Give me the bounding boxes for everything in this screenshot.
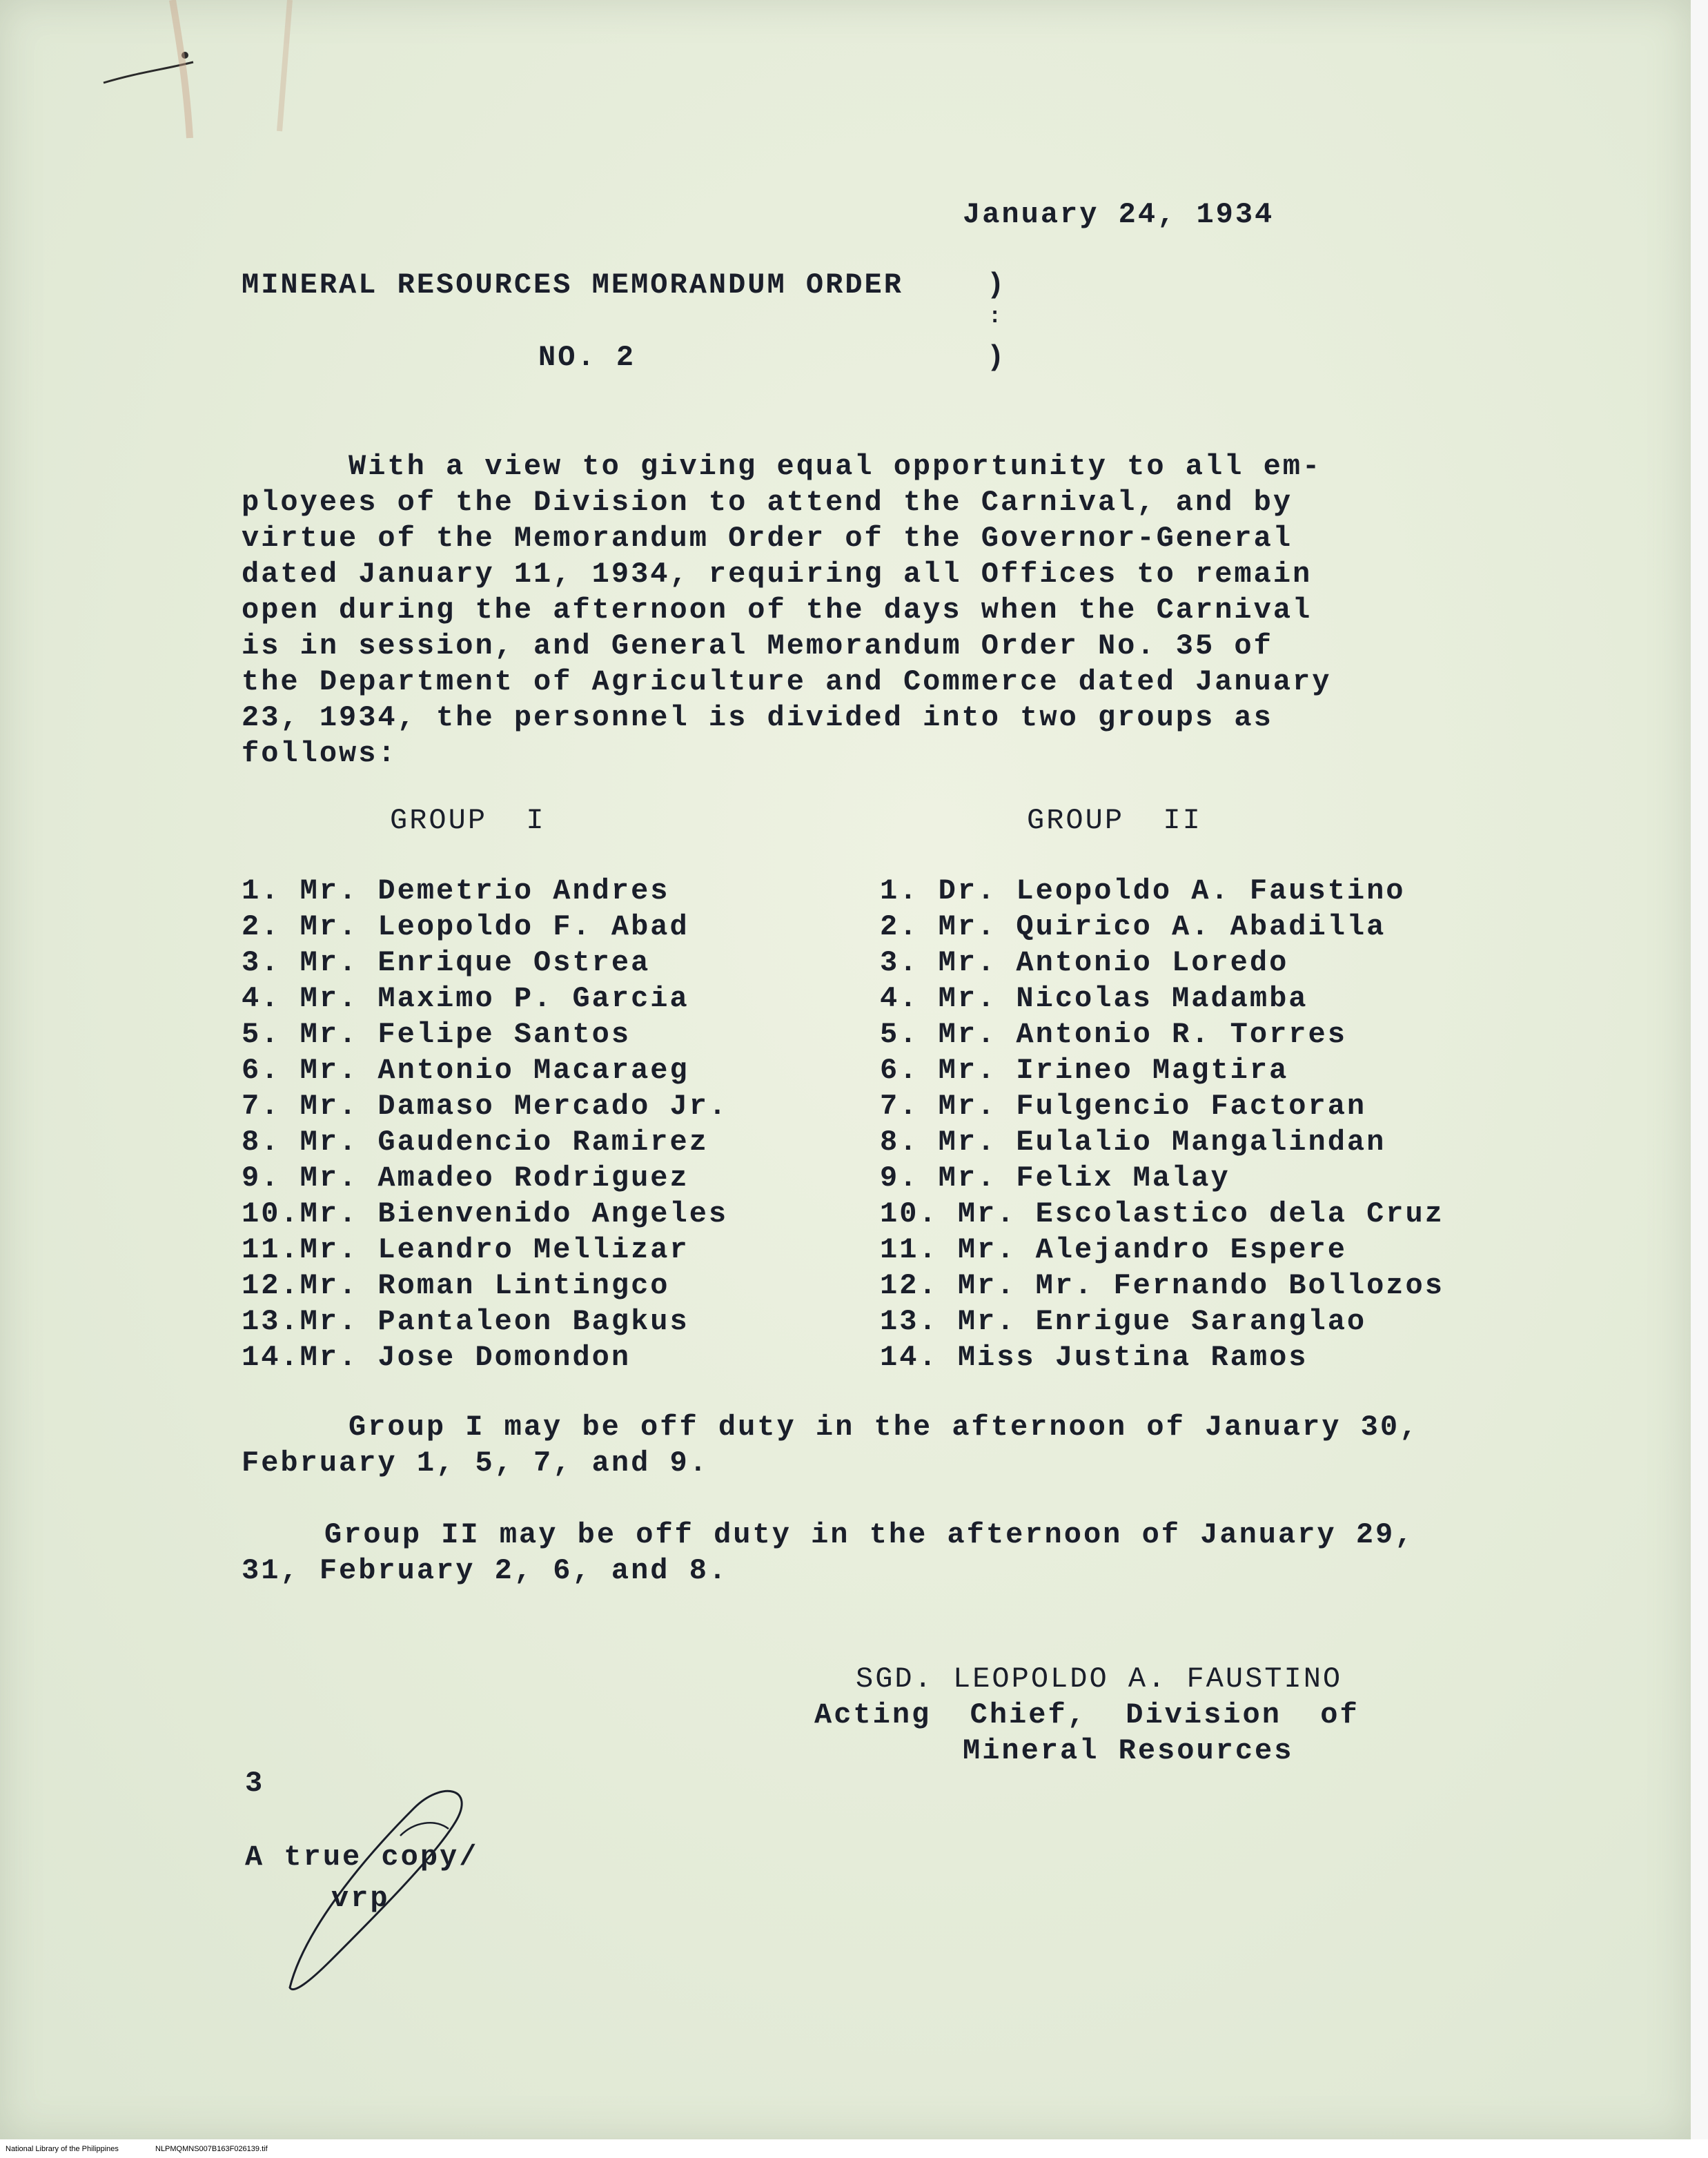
intro-line: virtue of the Memorandum Order of the Governor-General bbox=[242, 522, 1293, 555]
memo-date: January 24, 1934 bbox=[963, 198, 1275, 231]
group2-list bbox=[880, 873, 1444, 1375]
typist-initials: vrp bbox=[331, 1882, 390, 1915]
rust-stain bbox=[159, 0, 311, 159]
group1-member: 9. Mr. Amadeo Rodriguez bbox=[242, 1161, 689, 1195]
group2-member: 6. Mr. Irineo Magtira bbox=[880, 1054, 1289, 1087]
signature-name: SGD. LEOPOLDO A. FAUSTINO bbox=[856, 1662, 1343, 1696]
group1-member: 2. Mr. Leopoldo F. Abad bbox=[242, 910, 689, 943]
signature-office: Mineral Resources bbox=[963, 1734, 1294, 1767]
group1-member: 8. Mr. Gaudencio Ramirez bbox=[242, 1126, 709, 1159]
group2-member: 10. Mr. Escolastico dela Cruz bbox=[880, 1197, 1444, 1230]
intro-line: is in session, and General Memorandum Order No. 35 of bbox=[242, 629, 1273, 663]
group1-member: 3. Mr. Enrique Ostrea bbox=[242, 946, 651, 979]
file-id: NLPMQMNS007B163F026139.tif bbox=[155, 2145, 268, 2153]
group2-heading: GROUP II bbox=[1027, 804, 1202, 837]
group1-member: 4. Mr. Maximo P. Garcia bbox=[242, 982, 689, 1015]
group1-member: 11.Mr. Leandro Mellizar bbox=[242, 1233, 689, 1266]
group2-member: 4. Mr. Nicolas Madamba bbox=[880, 982, 1308, 1015]
duty-line: February 1, 5, 7, and 9. bbox=[242, 1446, 709, 1480]
group1-member: 7. Mr. Damaso Mercado Jr. bbox=[242, 1090, 729, 1123]
group2-member: 3. Mr. Antonio Loredo bbox=[880, 946, 1289, 979]
library-credit: National Library of the Philippines bbox=[6, 2145, 119, 2153]
memo-title: MINERAL RESOURCES MEMORANDUM ORDER bbox=[242, 268, 903, 302]
group1-member: 14.Mr. Jose Domondon bbox=[242, 1341, 631, 1374]
title-bracket-bottom: ) bbox=[987, 341, 1007, 374]
group2-duty-paragraph bbox=[242, 1517, 1414, 1589]
title-bracket-top: ) bbox=[987, 268, 1007, 302]
intro-line: 23, 1934, the personnel is divided into two groups as bbox=[242, 701, 1273, 734]
intro-line: the Department of Agriculture and Commerce dated January bbox=[242, 665, 1332, 698]
group2-member: 12. Mr. Mr. Fernando Bollozos bbox=[880, 1269, 1444, 1302]
group2-member: 7. Mr. Fulgencio Factoran bbox=[880, 1090, 1367, 1123]
title-bracket-mid: : bbox=[988, 304, 1004, 329]
group2-member: 11. Mr. Alejandro Espere bbox=[880, 1233, 1347, 1266]
group1-member: 6. Mr. Antonio Macaraeg bbox=[242, 1054, 689, 1087]
intro-line: follows: bbox=[242, 737, 397, 770]
group1-duty-paragraph bbox=[242, 1409, 1419, 1481]
intro-line: dated January 11, 1934, requiring all Offices to remain bbox=[242, 558, 1313, 591]
group1-member: 5. Mr. Felipe Santos bbox=[242, 1018, 631, 1051]
intro-line: open during the afternoon of the days when the Carnival bbox=[242, 594, 1313, 627]
duty-line: Group II may be off duty in the afternoon of January 29, bbox=[324, 1518, 1415, 1551]
group2-member: 9. Mr. Felix Malay bbox=[880, 1161, 1230, 1195]
group1-member: 10.Mr. Bienvenido Angeles bbox=[242, 1197, 729, 1230]
intro-line: With a view to giving equal opportunity to all em- bbox=[349, 450, 1322, 483]
group1-member: 1. Mr. Demetrio Andres bbox=[242, 874, 670, 908]
group2-member: 14. Miss Justina Ramos bbox=[880, 1341, 1308, 1374]
group2-member: 8. Mr. Eulalio Mangalindan bbox=[880, 1126, 1386, 1159]
group2-member: 1. Dr. Leopoldo A. Faustino bbox=[880, 874, 1406, 908]
duty-line: Group I may be off duty in the afternoon of January 30, bbox=[349, 1411, 1420, 1444]
page-marker: 3 bbox=[245, 1767, 265, 1800]
duty-line: 31, February 2, 6, and 8. bbox=[242, 1554, 729, 1587]
intro-line: ployees of the Division to attend the Carnival, and by bbox=[242, 486, 1293, 519]
true-copy-note: A true copy/ bbox=[245, 1841, 479, 1874]
group1-heading: GROUP I bbox=[390, 804, 546, 837]
handwritten-signature bbox=[276, 1781, 497, 2001]
group2-member: 5. Mr. Antonio R. Torres bbox=[880, 1018, 1347, 1051]
intro-paragraph bbox=[242, 449, 1331, 772]
group2-member: 13. Mr. Enrigue Saranglao bbox=[880, 1305, 1367, 1338]
group2-member: 2. Mr. Quirico A. Abadilla bbox=[880, 910, 1386, 943]
memo-number: NO. 2 bbox=[538, 341, 636, 374]
scan-margin bbox=[1691, 0, 1708, 2158]
signature-title: Acting Chief, Division of bbox=[814, 1698, 1359, 1732]
group1-member: 12.Mr. Roman Lintingco bbox=[242, 1269, 670, 1302]
group1-list bbox=[242, 873, 728, 1375]
group1-member: 13.Mr. Pantaleon Bagkus bbox=[242, 1305, 689, 1338]
